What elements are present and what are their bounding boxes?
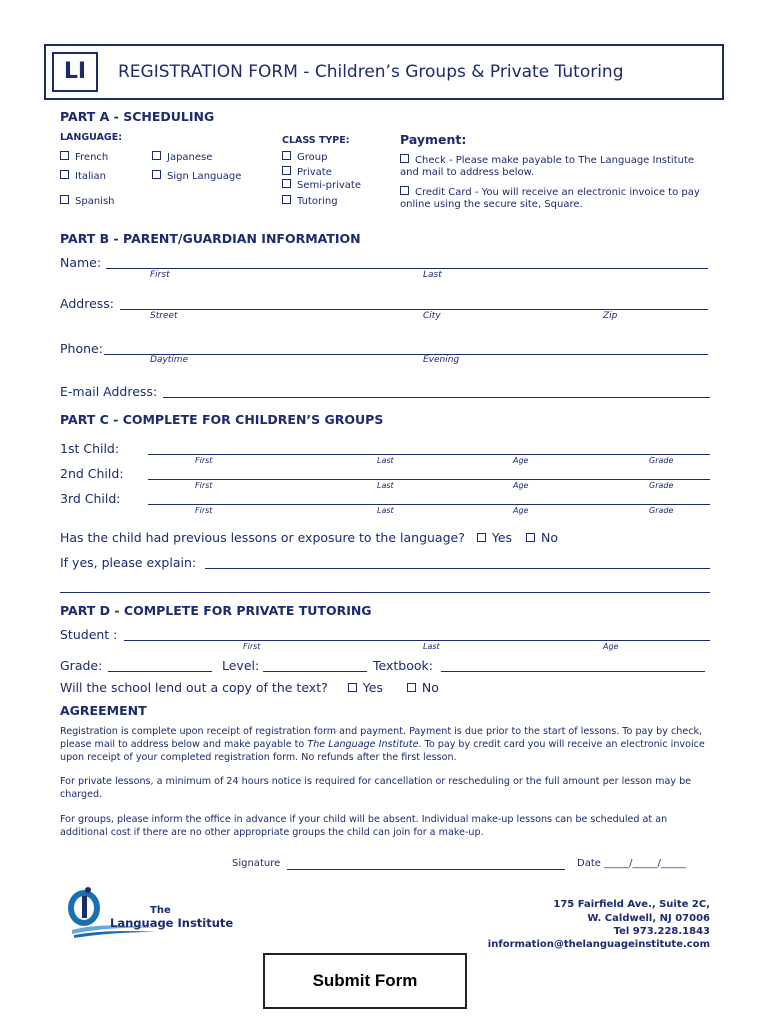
level-label: Level: — [222, 658, 260, 673]
part-d-heading: PART D - COMPLETE FOR PRIVATE TUTORING — [60, 603, 372, 618]
child-2-label: 2nd Child: — [60, 466, 124, 481]
textbook-input[interactable] — [441, 671, 705, 672]
evening-caption: Evening — [423, 355, 460, 365]
language-label-french: French — [75, 152, 109, 163]
street-caption: Street — [150, 311, 178, 321]
agreement-p1-text-a: Registration is complete upon receipt of registration form and payment. Payment is due prior to the start of lessons. To pay by check, please mail to address below and make payable to — [60, 726, 703, 750]
language-label: LANGUAGE: — [60, 132, 123, 143]
checkbox-japanese[interactable] — [152, 151, 161, 160]
textbook-label: Textbook: — [373, 658, 433, 673]
student-age-caption: Age — [603, 642, 619, 651]
checkbox-previous-yes[interactable] — [477, 533, 486, 542]
child-2-first-caption: First — [195, 481, 213, 490]
lend-no-label: No — [421, 680, 439, 695]
agreement-p1-text-b: . To pay by credit card you will receive an electronic invoice upon receipt of your completed registration form. No refunds after the first lesson. — [60, 739, 705, 763]
language-option-japanese[interactable] — [152, 151, 212, 163]
checkbox-check[interactable] — [400, 154, 409, 163]
checkbox-lend-yes[interactable] — [348, 683, 357, 692]
lend-yes-label: Yes — [362, 680, 383, 695]
agreement-heading: AGREEMENT — [60, 703, 147, 718]
child-1-label: 1st Child: — [60, 441, 120, 456]
explain-input-1[interactable] — [205, 568, 710, 569]
grade-input[interactable] — [108, 671, 212, 672]
language-institute-logo-icon — [62, 882, 162, 942]
logo-name-text: Language Institute — [110, 916, 234, 930]
class-option-group[interactable] — [282, 151, 327, 163]
zip-caption: Zip — [603, 311, 618, 321]
address-label: Address: — [60, 296, 114, 311]
explain-input-2[interactable] — [60, 592, 710, 593]
submit-form-button[interactable]: Submit Form — [263, 953, 467, 1009]
date-label — [577, 858, 686, 869]
page-title: REGISTRATION FORM - Children’s Groups & Private Tutoring — [118, 62, 624, 82]
previous-no-label: No — [541, 530, 559, 545]
class-type-label: CLASS TYPE: — [282, 135, 350, 146]
payment-card-text: Credit Card - You will receive an electronic invoice to pay — [415, 187, 700, 198]
child-3-input[interactable] — [148, 504, 710, 505]
language-label-japanese: Japanese — [167, 152, 213, 163]
child-2-input[interactable] — [148, 479, 710, 480]
checkbox-french[interactable] — [60, 151, 69, 160]
date-label-text: Date — [577, 858, 601, 869]
class-label-semi-private: Semi-private — [297, 180, 361, 191]
checkbox-sign-language[interactable] — [152, 170, 161, 179]
payment-check-text: Check - Please make payable to The Language Institute — [415, 155, 695, 166]
language-option-sign-language[interactable] — [152, 170, 241, 182]
email-label: E-mail Address: — [60, 384, 158, 399]
child-2-age-caption: Age — [513, 481, 529, 490]
student-first-caption: First — [243, 642, 261, 651]
checkbox-italian[interactable] — [60, 170, 69, 179]
previous-yes-label: Yes — [491, 530, 513, 545]
checkbox-tutoring[interactable] — [282, 195, 291, 204]
part-b-heading: PART B - PARENT/GUARDIAN INFORMATION — [60, 231, 361, 246]
agreement-paragraph-1 — [60, 725, 715, 764]
agreement-p1-emphasis: The Language Institute — [307, 739, 419, 750]
contact-email[interactable]: information@thelanguageinstitute.com — [487, 939, 710, 950]
language-option-italian[interactable] — [60, 170, 106, 182]
agreement-paragraph-3: For groups, please inform the office in advance if your child will be absent. Individual make-up lessons can be scheduled at an additional cost if there are no other appropriate groups the child can join for a make-up. — [60, 814, 668, 838]
previous-lessons-question — [60, 530, 558, 545]
telephone: Tel 973.228.1843 — [613, 926, 710, 937]
previous-lessons-text: Has the child had previous lessons or exposure to the language? — [60, 530, 465, 545]
class-option-private[interactable] — [282, 166, 332, 178]
name-first-caption: First — [150, 270, 170, 280]
child-1-grade-caption: Grade — [649, 456, 674, 465]
child-3-last-caption: Last — [377, 506, 394, 515]
payment-check-text-2: and mail to address below. — [400, 167, 535, 178]
checkbox-previous-no[interactable] — [526, 533, 535, 542]
city-caption: City — [423, 311, 441, 321]
child-3-age-caption: Age — [513, 506, 529, 515]
part-a-heading: PART A - SCHEDULING — [60, 109, 215, 124]
child-3-first-caption: First — [195, 506, 213, 515]
name-input[interactable] — [106, 268, 708, 269]
grade-label: Grade: — [60, 658, 103, 673]
explain-label: If yes, please explain: — [60, 555, 197, 570]
date-input[interactable]: _____/_____/_____ — [604, 858, 686, 869]
class-label-private: Private — [297, 167, 332, 178]
checkbox-credit-card[interactable] — [400, 186, 409, 195]
phone-label: Phone: — [60, 341, 103, 356]
checkbox-group[interactable] — [282, 151, 291, 160]
language-label-spanish: Spanish — [75, 196, 115, 207]
language-label-italian: Italian — [75, 171, 107, 182]
signature-input[interactable] — [287, 869, 565, 870]
payment-option-card[interactable] — [400, 186, 700, 198]
child-3-label: 3rd Child: — [60, 491, 121, 506]
lend-question — [60, 680, 439, 695]
checkbox-lend-no[interactable] — [407, 683, 416, 692]
address-line-1: 175 Fairfield Ave., Suite 2C, — [553, 899, 710, 910]
lend-question-text: Will the school lend out a copy of the text? — [60, 680, 328, 695]
student-input[interactable] — [124, 640, 710, 641]
part-c-heading: PART C - COMPLETE FOR CHILDREN’S GROUPS — [60, 412, 384, 427]
payment-card-text-2: online using the secure site, Square. — [400, 199, 583, 210]
checkbox-semi-private[interactable] — [282, 179, 291, 188]
li-logo: LI — [52, 52, 98, 92]
child-1-last-caption: Last — [377, 456, 394, 465]
class-label-group: Group — [297, 152, 328, 163]
child-2-last-caption: Last — [377, 481, 394, 490]
class-option-tutoring[interactable] — [282, 195, 338, 207]
student-last-caption: Last — [423, 642, 440, 651]
name-label: Name: — [60, 255, 102, 270]
payment-option-check[interactable] — [400, 154, 694, 166]
logo-the-text: The — [150, 905, 171, 916]
checkbox-private[interactable] — [282, 166, 291, 175]
class-label-tutoring: Tutoring — [297, 196, 338, 207]
child-1-age-caption: Age — [513, 456, 529, 465]
name-last-caption: Last — [423, 270, 442, 280]
child-3-grade-caption: Grade — [649, 506, 674, 515]
child-1-input[interactable] — [148, 454, 710, 455]
student-label: Student : — [60, 627, 118, 642]
checkbox-spanish[interactable] — [60, 195, 69, 204]
address-line-2: W. Caldwell, NJ 07006 — [587, 913, 710, 924]
signature-label: Signature — [232, 858, 281, 869]
email-input[interactable] — [163, 397, 710, 398]
child-2-grade-caption: Grade — [649, 481, 674, 490]
language-label-sign: Sign Language — [167, 171, 242, 182]
payment-label: Payment: — [400, 132, 467, 147]
language-option-french[interactable] — [60, 151, 108, 163]
level-input[interactable] — [263, 671, 367, 672]
daytime-caption: Daytime — [150, 355, 189, 365]
language-option-spanish[interactable] — [60, 195, 115, 207]
class-option-semi-private[interactable] — [282, 179, 361, 191]
address-input[interactable] — [120, 309, 708, 310]
phone-input[interactable] — [104, 354, 708, 355]
child-1-first-caption: First — [195, 456, 213, 465]
agreement-paragraph-2: For private lessons, a minimum of 24 hours notice is required for cancellation or rescheduling or the full amount per lesson may be charged. — [60, 776, 692, 800]
